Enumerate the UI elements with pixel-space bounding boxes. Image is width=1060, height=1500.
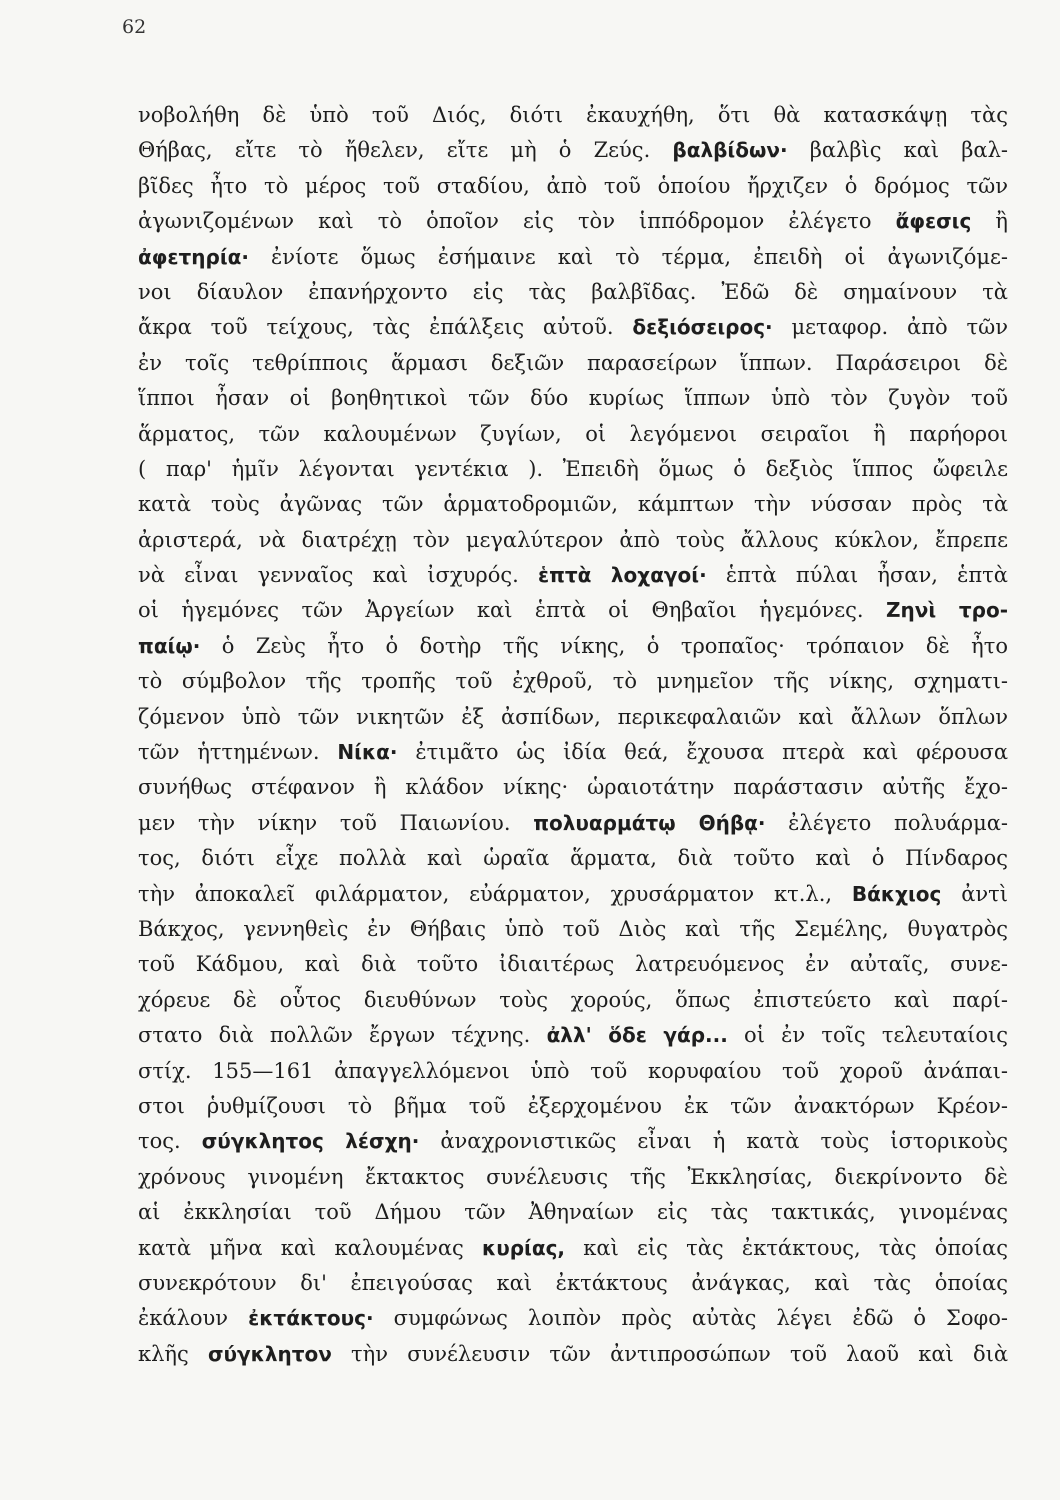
text-line	[138, 98, 1008, 133]
lemma-term: ἑπτὰ λοχαγοί·	[537, 563, 707, 588]
text-run: ἐτιμᾶτο ὡς ἰδία θεά, ἔχουσα πτερὰ καὶ φέρουσα	[397, 740, 1008, 765]
lemma-term: ἀφετηρία·	[138, 244, 249, 269]
text-line	[138, 240, 1008, 275]
text-line	[138, 806, 1008, 841]
text-line	[138, 310, 1008, 345]
text-run: μεταφορ. ἀπὸ τῶν	[772, 315, 1008, 340]
lemma-term: ἐκτάκτους·	[248, 1306, 374, 1331]
text-line	[138, 275, 1008, 310]
text-line	[138, 1160, 1008, 1195]
text-line	[138, 1231, 1008, 1266]
text-run: Βάκχος, γεννηθεὶς ἐν Θήβαις ὑπὸ τοῦ Διὸς καὶ τῆς Σεμέλης, θυγατρὸς	[138, 916, 1008, 941]
text-run: μεν τὴν νίκην τοῦ Παιωνίου.	[138, 810, 534, 835]
text-line	[138, 1124, 1008, 1159]
text-run: βαλβὶς καὶ βαλ-	[787, 138, 1008, 163]
text-run: ἀναχρονιστικῶς εἶναι ἡ κατὰ τοὺς ἱστορικοὺς	[419, 1129, 1009, 1154]
lemma-term: πολυαρμάτῳ Θήβᾳ·	[533, 810, 766, 835]
text-run: νὰ εἶναι γενναῖος καὶ ἰσχυρός.	[138, 563, 538, 588]
text-line	[138, 1301, 1008, 1336]
text-line	[138, 629, 1008, 664]
text-line	[138, 877, 1008, 912]
text-line	[138, 346, 1008, 381]
text-run: καὶ εἰς τὰς ἐκτάκτους, τὰς ὁποίας	[565, 1235, 1008, 1260]
text-run: χρόνους γινομένη ἔκτακτος συνέλευσις τῆς Ἐκκλησίας, διεκρίνοντο δὲ	[138, 1164, 1008, 1189]
text-line	[138, 1054, 1008, 1089]
lemma-term: ἄφεσις	[895, 209, 972, 234]
lemma-term: σύγκλητος λέσχη·	[201, 1129, 420, 1154]
text-run: ἢ	[971, 209, 1009, 234]
text-line	[138, 664, 1008, 699]
lemma-term: σύγκλητον	[207, 1341, 332, 1366]
text-run: τὸ σύμβολον τῆς τροπῆς τοῦ ἐχθροῦ, τὸ μνημεῖον τῆς νίκης, σχηματι-	[138, 669, 1008, 694]
page-number: 62	[122, 16, 147, 38]
text-line	[138, 983, 1008, 1018]
text-line	[138, 558, 1008, 593]
lemma-term: ἀλλ' ὅδε γάρ...	[546, 1023, 728, 1048]
text-line	[138, 1089, 1008, 1124]
lemma-term: δεξιόσειρος·	[632, 315, 773, 340]
commentary-text	[138, 98, 1008, 1372]
text-run: οἱ ἐν τοῖς τελευταίοις	[727, 1023, 1009, 1048]
text-line	[138, 204, 1008, 239]
text-line	[138, 593, 1008, 628]
text-line	[138, 1337, 1008, 1372]
text-line	[138, 912, 1008, 947]
text-run: ζόμενον ὑπὸ τῶν νικητῶν ἐξ ἀσπίδων, περικεφαλαιῶν καὶ ἄλλων ὅπλων	[138, 704, 1008, 729]
text-run: ἀντὶ	[941, 881, 1008, 906]
text-run: ἐλέγετο πολυάρμα-	[765, 810, 1008, 835]
text-run: τὴν ἀποκαλεῖ φιλάρματον, εὐάρματον, χρυσάρματον κτ.λ.,	[138, 881, 852, 906]
text-run: τῶν ἡττημένων.	[138, 740, 338, 765]
text-line	[138, 1266, 1008, 1301]
lemma-term: Βάκχιος	[851, 881, 942, 906]
text-run: ἄκρα τοῦ τείχους, τὰς ἐπάλξεις αὐτοῦ.	[138, 315, 633, 340]
text-line	[138, 735, 1008, 770]
text-run: ἐκάλουν	[138, 1306, 249, 1331]
text-run: στίχ. 155—161 ἀπαγγελλόμενοι ὑπὸ τοῦ κορυφαίου τοῦ χοροῦ ἀνάπαι-	[138, 1058, 1008, 1083]
text-line	[138, 770, 1008, 805]
text-run: οἱ ἡγεμόνες τῶν Ἀργείων καὶ ἑπτὰ οἱ Θηβαῖοι ἡγεμόνες.	[138, 598, 886, 623]
lemma-term: Ζηνὶ τρο-	[886, 598, 1009, 623]
text-run: τος.	[138, 1129, 202, 1154]
text-run: αἱ ἐκκλησίαι τοῦ Δήμου τῶν Ἀθηναίων εἰς τὰς τακτικάς, γινομένας	[138, 1200, 1008, 1225]
text-line	[138, 133, 1008, 168]
text-line	[138, 523, 1008, 558]
text-run: ἀγωνιζομένων καὶ τὸ ὁποῖον εἰς τὸν ἱππόδρομον ἐλέγετο	[138, 209, 896, 234]
text-run: συμφώνως λοιπὸν πρὸς αὐτὰς λέγει ἐδῶ ὁ Σοφο-	[373, 1306, 1008, 1331]
text-run: κλῆς	[138, 1341, 208, 1366]
text-line	[138, 169, 1008, 204]
text-line	[138, 381, 1008, 416]
text-run: Θήβας, εἴτε τὸ ἤθελεν, εἴτε μὴ ὁ Ζεύς.	[138, 138, 673, 163]
text-run: ( παρ' ἡμῖν λέγονται γεντέκια ). Ἐπειδὴ ὅμως ὁ δεξιὸς ἵππος ὤφειλε	[138, 456, 1008, 481]
text-line	[138, 487, 1008, 522]
text-line	[138, 700, 1008, 735]
lemma-term: κυρίας,	[482, 1235, 566, 1260]
text-line	[138, 417, 1008, 452]
text-line	[138, 947, 1008, 982]
text-line	[138, 841, 1008, 876]
text-run: ἑπτὰ πύλαι ἦσαν, ἑπτὰ	[706, 563, 1008, 588]
lemma-term: βαλβίδων·	[672, 138, 788, 163]
lemma-term: παίῳ·	[138, 633, 201, 658]
text-run: κατὰ τοὺς ἀγῶνας τῶν ἁρματοδρομιῶν, κάμπτων τὴν νύσσαν πρὸς τὰ	[138, 492, 1008, 517]
text-line	[138, 1195, 1008, 1230]
text-run: συνήθως στέφανον ἢ κλάδον νίκης· ὡραιοτάτην παράστασιν αὐτῆς ἔχο-	[138, 775, 1008, 800]
text-run: βῖδες ἦτο τὸ μέρος τοῦ σταδίου, ἀπὸ τοῦ ὁποίου ἤρχιζεν ὁ δρόμος τῶν	[138, 173, 1008, 198]
lemma-term: Νίκα·	[337, 740, 398, 765]
text-run: ἐν τοῖς τεθρίπποις ἅρμασι δεξιῶν παρασείρων ἵππων. Παράσειροι δὲ	[138, 350, 1008, 375]
text-run: κατὰ μῆνα καὶ καλουμένας	[138, 1235, 482, 1260]
text-run: τὴν συνέλευσιν τῶν ἀντιπροσώπων τοῦ λαοῦ καὶ διὰ	[331, 1341, 1008, 1366]
text-run: νοβολήθη δὲ ὑπὸ τοῦ Διός, διότι ἐκαυχήθη, ὅτι θὰ κατασκάψῃ τὰς	[138, 103, 1008, 127]
text-run: ἅρματος, τῶν καλουμένων ζυγίων, οἱ λεγόμενοι σειραῖοι ἢ παρήοροι	[138, 421, 1008, 446]
text-line	[138, 1018, 1008, 1053]
text-run: τοῦ Κάδμου, καὶ διὰ τοῦτο ἰδιαιτέρως λατρευόμενος ἐν αὐταῖς, συνε-	[138, 952, 1008, 977]
text-line	[138, 452, 1008, 487]
text-run: ἀριστερά, νὰ διατρέχῃ τὸν μεγαλύτερον ἀπὸ τοὺς ἄλλους κύκλον, ἔπρεπε	[138, 527, 1008, 552]
text-run: ἐνίοτε ὅμως ἐσήμαινε καὶ τὸ τέρμα, ἐπειδὴ οἱ ἀγωνιζόμε-	[248, 244, 1008, 269]
text-run: στατο διὰ πολλῶν ἔργων τέχνης.	[138, 1023, 547, 1048]
text-run: νοι δίαυλον ἐπανήρχοντο εἰς τὰς βαλβῖδας. Ἐδῶ δὲ σημαίνουν τὰ	[138, 279, 1008, 304]
text-run: τος, διότι εἶχε πολλὰ καὶ ὡραῖα ἅρματα, διὰ τοῦτο καὶ ὁ Πίνδαρος	[138, 846, 1008, 871]
text-run: συνεκρότουν δι' ἐπειγούσας καὶ ἐκτάκτους ἀνάγκας, καὶ τὰς ὁποίας	[138, 1270, 1008, 1295]
text-run: ὁ Ζεὺς ἦτο ὁ δοτὴρ τῆς νίκης, ὁ τροπαῖος· τρόπαιον δὲ ἦτο	[200, 633, 1008, 658]
text-run: ἵπποι ἦσαν οἱ βοηθητικοὶ τῶν δύο κυρίως ἵππων ὑπὸ τὸν ζυγὸν τοῦ	[138, 386, 1008, 411]
text-run: χόρευε δὲ οὗτος διευθύνων τοὺς χορούς, ὅπως ἐπιστεύετο καὶ παρί-	[138, 987, 1008, 1012]
text-run: στοι ῥυθμίζουσι τὸ βῆμα τοῦ ἐξερχομένου ἐκ τῶν ἀνακτόρων Κρέον-	[138, 1093, 1008, 1118]
